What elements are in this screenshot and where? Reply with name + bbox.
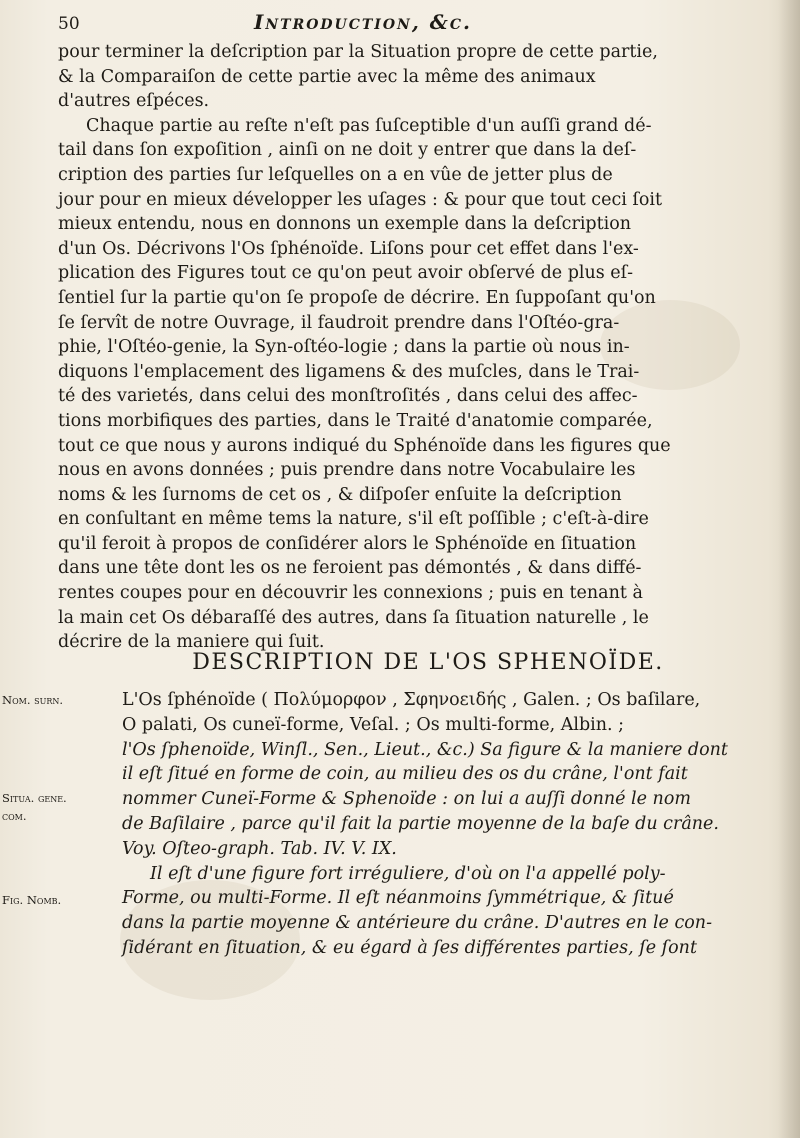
text-line: ſe ſervît de notre Ouvrage, il faudroit prendre dans l'Oſtéo-gra- [58,312,620,333]
text-line: dans la partie moyenne & antérieure du crâne. D'autres en le con- [122,913,712,934]
text-line: & la Comparaiſon de cette partie avec la même des animaux [58,66,596,87]
text-line: qu'il feroit à propos de conſidérer alors le Sphénoïde en ſituation [58,533,637,554]
text-line: de Baſilaire , parce qu'il fait la partie moyenne de la baſe du crâne. [122,813,719,834]
sphenoid-description [122,688,752,961]
page-header [58,10,738,40]
intro-body [58,40,748,655]
page-edge-shadow [778,0,800,1138]
text-line: dans une tête dont les os ne feroient pas démontés , & dans diffé- [58,558,642,579]
text-line: O palati, Os cuneï-forme, Veſal. ; Os multi-forme, Albin. ; [122,714,625,735]
text-line: cription des parties ſur leſquelles on a en vûe de jetter plus de [58,164,613,185]
text-line: tions morbifiques des parties, dans le Traité d'anatomie comparée, [58,410,653,431]
text-line: Forme, ou multi-Forme. Il eſt néanmoins ſymmétrique, & ſitué [122,888,674,909]
text-line: noms & les ſurnoms de cet os , & diſpoſer enſuite la deſcription [58,484,622,505]
text-line: décrire de la maniere qui ſuit. [58,632,325,653]
text-line: tail dans ſon expoſition , ainſi on ne doit y entrer que dans la deſ- [58,140,637,161]
section-title: DESCRIPTION DE L'OS SPHENOÏDE. [192,650,664,675]
text-line: d'autres eſpéces. [58,91,210,112]
text-line: nous en avons données ; puis prendre dans notre Vocabulaire les [58,460,636,481]
margin-note-fig: Fig. Nomb. [2,893,62,907]
text-line: nommer Cuneï-Forme & Sphenoïde : on lui a auſſi donné le nom [122,789,691,810]
text-line: d'un Os. Décrivons l'Os ſphénoïde. Liſons pour cet effet dans l'ex- [58,238,639,259]
text-line: la main cet Os débaraſſé des autres, dans ſa ſituation naturelle , le [58,607,649,628]
text-line: Chaque partie au reſte n'eſt pas ſuſceptible d'un auſſi grand dé- [86,115,652,136]
page-number: 50 [58,14,80,34]
text-line: ſidérant en ſituation, & eu égard à ſes différentes parties, ſe ſont [122,937,697,958]
text-line: jour pour en mieux développer les uſages : & pour que tout ceci ſoit [58,189,663,210]
text-line: té des varietés, dans celui des monſtroſités , dans celui des affec- [58,386,638,407]
text-line: L'Os ſphénoïde ( Πολύμορφον , Σφηνοειδής , Galen. ; Os baſilare, [122,690,701,710]
text-line: phie, l'Oſtéo-genie, la Syn-oſtéo-logie ; dans la partie où nous in- [58,337,630,358]
text-line: diquons l'emplacement des ligamens & des muſcles, dans le Trai- [58,361,640,382]
text-line: pour terminer la deſcription par la Situation propre de cette partie, [58,42,658,62]
text-line: l'Os ſphenoïde, Winſl., Sen., Lieut., &c.) Sa figure & la maniere dont [122,739,728,760]
text-line: ſentiel ſur la partie qu'on ſe propoſe de décrire. En ſuppoſant qu'on [58,287,656,308]
text-line: tout ce que nous y aurons indiqué du Sphénoïde dans les figures que [58,435,671,456]
text-line: il eſt ſitué en forme de coin, au milieu des os du crâne, l'ont fait [122,764,688,785]
margin-note-nom: Nom. ſurn. [2,693,64,707]
margin-note-com: com. [2,809,27,823]
text-line: rentes coupes pour en découvrir les connexions ; puis en tenant à [58,583,643,604]
margin-note-situa: Situa. gene. [2,791,67,805]
text-line: Il eſt d'une figure fort irréguliere, d'où on l'a appellé poly- [150,863,666,884]
running-title: Introduction, &c. [254,10,472,34]
text-line: mieux entendu, nous en donnons un exemple dans la deſcription [58,214,632,235]
text-line: en conſultant en même tems la nature, s'il eſt poſſible ; c'eſt-à-dire [58,509,649,530]
text-line: plication des Figures tout ce qu'on peut avoir obſervé de plus eſ- [58,263,634,284]
text-line: Voy. Oſteo-graph. Tab. IV. V. IX. [122,838,397,859]
